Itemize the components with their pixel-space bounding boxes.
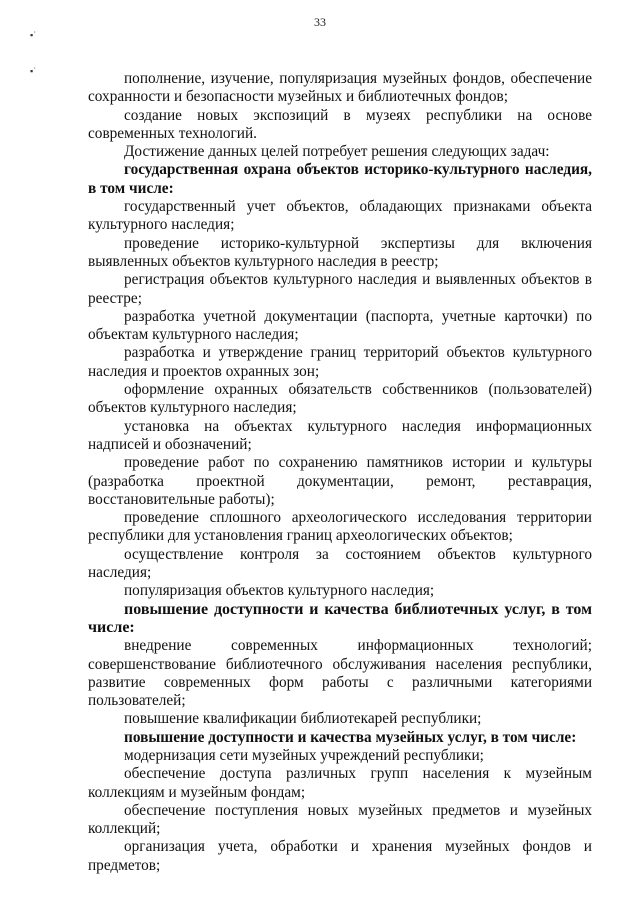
paragraph: создание новых экспозиций в музеях республики на основе современных технологий. — [88, 106, 592, 142]
section-heading: повышение доступности и качества музейных услуг, в том числе: — [124, 728, 577, 746]
paragraph: внедрение современных информационных технологий; совершенствование библиотечного обслуживания населения республики, развитие современных форм работы с различными категориями пользователей; — [88, 637, 592, 710]
paragraph: проведение сплошного археологического исследования территории республики для установления границ археологических объектов; — [88, 509, 592, 545]
scan-speck: ▪˙ — [30, 66, 37, 76]
paragraph: оформление охранных обязательств собственников (пользователей) объектов культурного наследия; — [88, 381, 592, 417]
page-number: 33 — [314, 15, 326, 29]
paragraph: модернизация сети музейных учреждений республики; — [124, 746, 484, 764]
paragraph: организация учета, обработки и хранения музейных фондов и предметов; — [88, 838, 592, 874]
paragraph: проведение историко-культурной экспертизы для включения выявленных объектов культурного наследия в реестр; — [88, 234, 592, 270]
paragraph: обеспечение поступления новых музейных предметов и музейных коллекций; — [88, 801, 592, 838]
paragraph: разработка и утверждение границ территорий объектов культурного наследия и проектов охранных зон; — [88, 344, 592, 380]
scan-speck: ▪˙ — [30, 30, 37, 40]
paragraph: Достижение данных целей потребует решения следующих задач: — [124, 143, 550, 161]
paragraph: регистрация объектов культурного наследия и выявленных объектов в реестре; — [88, 271, 592, 307]
paragraph: пополнение, изучение, популяризация музейных фондов, обеспечение сохранности и безопасности музейных и библиотечных фондов; — [88, 70, 592, 106]
paragraph: установка на объектах культурного наследия информационных надписей и обозначений; — [88, 417, 592, 453]
paragraph: осуществление контроля за состоянием объектов культурного наследия; — [88, 545, 592, 582]
paragraph: повышение квалификации библиотекарей республики; — [124, 710, 482, 728]
paragraph: государственный учет объектов, обладающих признаками объекта культурного наследия; — [88, 198, 592, 234]
section-heading: повышение доступности и качества библиотечных услуг, в том числе: — [88, 600, 592, 636]
section-heading: государственная охрана объектов историко-культурного наследия, в том числе: — [88, 161, 592, 197]
paragraph: разработка учетной документации (паспорта, учетные карточки) по объектам культурного наследия; — [88, 307, 592, 344]
paragraph: обеспечение доступа различных групп населения к музейным коллекциям и музейным фондам; — [88, 765, 592, 801]
document-body — [88, 70, 592, 875]
paragraph: проведение работ по сохранению памятников истории и культуры (разработка проектной документации, ремонт, реставрация, восстановительные работы); — [88, 454, 592, 508]
paragraph: популяризация объектов культурного наследия; — [124, 582, 435, 600]
